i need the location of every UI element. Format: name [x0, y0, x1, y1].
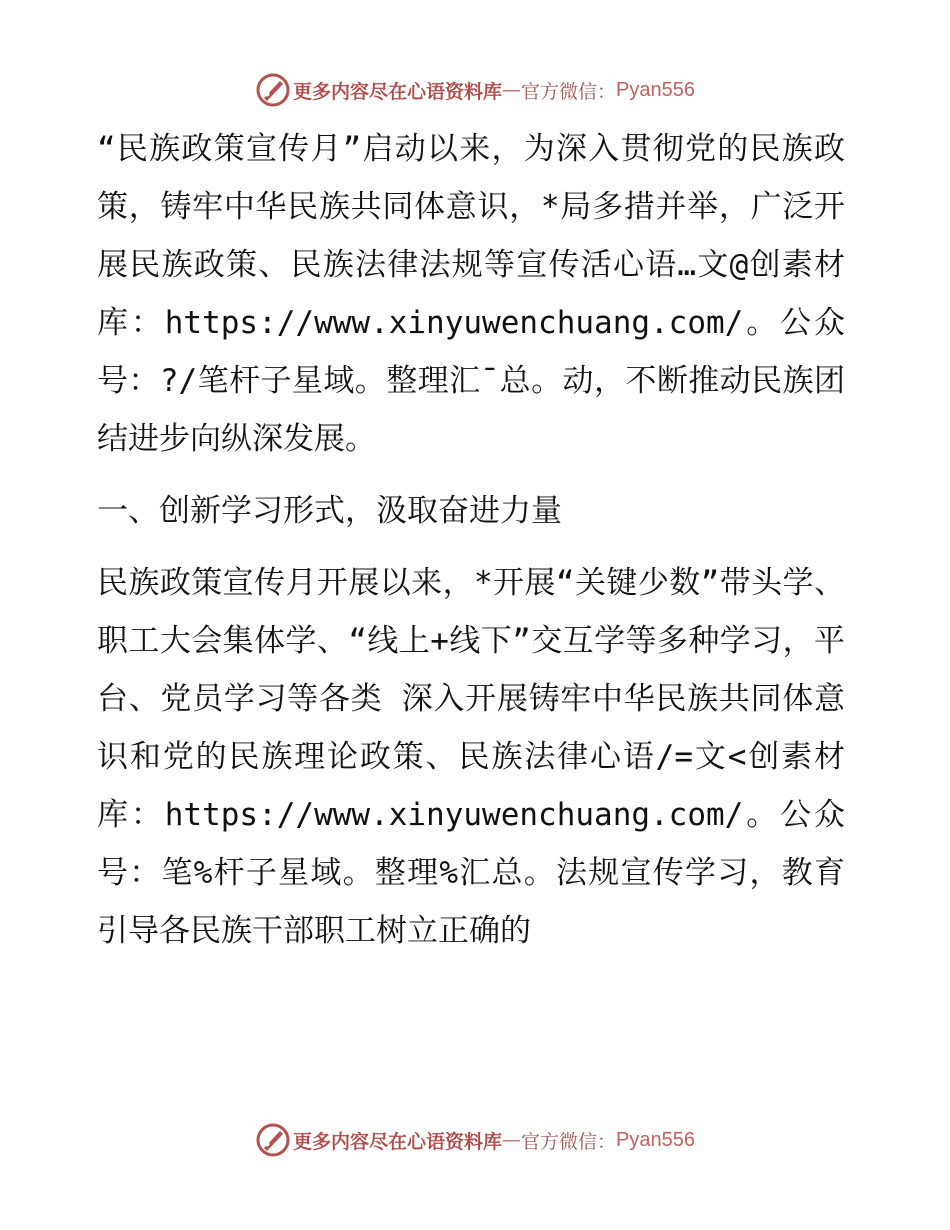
header-watermark — [0, 70, 950, 110]
pen-logo-icon — [255, 72, 291, 108]
watermark-account: Pyan556 — [616, 78, 695, 101]
watermark-separator: — — [502, 79, 522, 101]
watermark-official-label: 官方微信： — [521, 1130, 617, 1153]
section-heading: 一、创新学习形式，汲取奋进力量 — [97, 493, 562, 529]
watermark-brand: 更多内容尽在心语资料库 — [293, 1130, 503, 1153]
paragraph-2: 民族政策宣传月开展以来，*开展“关键少数”带头学、职工大会集体学、“线上+线下”交互学等多种学习，平台、党员学习等各类 深入开展铸牢中华民族共同体意识和党的民族理论政策、民族法律心语/=文<创素材库：https://www.xinyuwenchuang.com/。公众号：笔%杆子星域。整理%汇总。法规宣传学习，教育引导各民族干部职工树立正确的 — [97, 565, 845, 949]
pen-logo-icon — [255, 1122, 291, 1158]
document-body — [97, 120, 845, 960]
watermark-account: Pyan556 — [616, 1128, 695, 1151]
watermark-official-label: 官方微信： — [521, 80, 617, 103]
watermark-brand: 更多内容尽在心语资料库 — [293, 80, 503, 103]
paragraph-1: “民族政策宣传月”启动以来，为深入贯彻党的民族政策，铸牢中华民族共同体意识，*局多措并举，广泛开展民族政策、民族法律法规等宣传活心语…文@创素材库：https://www.xinyuwenchuang.com/。公众号：?/笔杆子星域。整理汇¯总。动，不断推动民族团结进步向纵深发展。 — [97, 131, 845, 457]
footer-watermark — [0, 1120, 950, 1160]
watermark-separator: — — [502, 1129, 522, 1151]
